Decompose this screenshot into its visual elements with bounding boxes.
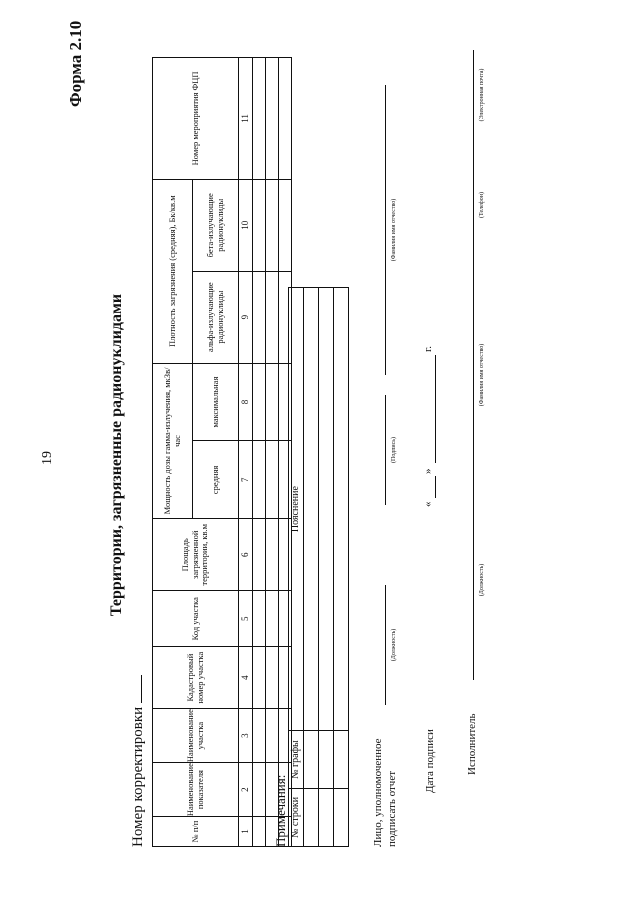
- col-num-4: 4: [239, 647, 253, 709]
- fio-caption: (Фамилия имя отчество): [391, 198, 397, 262]
- col-num-1: 1: [239, 817, 253, 847]
- header-cadastral: Кадастровый номер участка: [153, 647, 239, 709]
- month-year-line: [435, 355, 436, 463]
- header-site-code: Код участка: [153, 591, 239, 647]
- executor-label: Исполнитель: [466, 713, 478, 775]
- column-number-row: [239, 58, 253, 847]
- main-table: [152, 57, 292, 847]
- table-row: [266, 58, 279, 847]
- col-num-5: 5: [239, 591, 253, 647]
- year-suffix: г.: [422, 345, 434, 352]
- correction-label: Номер корректировки: [130, 706, 146, 847]
- header-gamma: Мощность дозы гамма-излучения, мкЗв/час: [153, 363, 193, 519]
- executor-position-line: [473, 480, 474, 680]
- fio-line: [385, 85, 386, 375]
- header-alpha: альфа-излучающие радионуклиды: [193, 271, 239, 363]
- col-num-2: 2: [239, 763, 253, 817]
- correction-blank: [141, 675, 142, 703]
- table-row: [253, 58, 266, 847]
- document-title: Территории, загрязненные радионуклидами: [108, 293, 125, 617]
- col-num-6: 6: [239, 519, 253, 591]
- authorized-person-label: Лицо, уполномоченное подписать отчет: [372, 738, 398, 847]
- executor-fio-caption: (Фамилия имя отчество): [479, 343, 485, 407]
- phone-line: [473, 140, 474, 270]
- notes-table: [288, 287, 349, 847]
- signature-caption: (Подпись): [391, 436, 397, 464]
- position-line: [385, 585, 386, 705]
- page-number: 19: [40, 451, 55, 465]
- form-label: Форма 2.10: [66, 20, 85, 107]
- table-row: [304, 288, 319, 847]
- email-line: [473, 50, 474, 140]
- phone-caption: (Телефон): [479, 192, 485, 218]
- col-num-8: 8: [239, 363, 253, 441]
- header-site-name: Наименование участка: [153, 709, 239, 763]
- executor-position-caption: (Должность): [479, 563, 485, 597]
- day-line: [435, 476, 436, 498]
- notes-header-row: № строки: [289, 789, 304, 847]
- executor-fio-line: [473, 270, 474, 480]
- col-num-9: 9: [239, 271, 253, 363]
- signature-line: [385, 395, 386, 505]
- notes-label: Примечания:: [273, 774, 288, 847]
- email-caption: (Электронная почта): [479, 68, 485, 122]
- date-label: Дата подписи: [424, 729, 436, 793]
- position-caption: (Должность): [391, 628, 397, 662]
- col-num-10: 10: [239, 179, 253, 271]
- header-fcp: Номер мероприятия ФЦП: [153, 58, 239, 180]
- notes-header-explanation: Пояснение: [289, 288, 304, 731]
- quote-close: »: [422, 468, 434, 474]
- header-beta: бета-излучающие радионуклиды: [193, 179, 239, 271]
- header-gamma-avg: средняя: [193, 441, 239, 519]
- header-density: Плотность загрязнения (средняя), Бк/кв.м: [153, 179, 193, 363]
- correction-number: [130, 675, 147, 847]
- header-area: Площадь загрязненной территории, кв.м: [153, 519, 239, 591]
- col-num-3: 3: [239, 709, 253, 763]
- table-row: [334, 288, 349, 847]
- col-num-11: 11: [239, 58, 253, 180]
- notes-header-column: № графы: [289, 731, 304, 789]
- quote-open: «: [422, 501, 434, 507]
- header-no: № п/п: [153, 817, 239, 847]
- header-gamma-max: максимальная: [193, 363, 239, 441]
- table-row: [319, 288, 334, 847]
- col-num-7: 7: [239, 441, 253, 519]
- header-indicator: Наименование показателя: [153, 763, 239, 817]
